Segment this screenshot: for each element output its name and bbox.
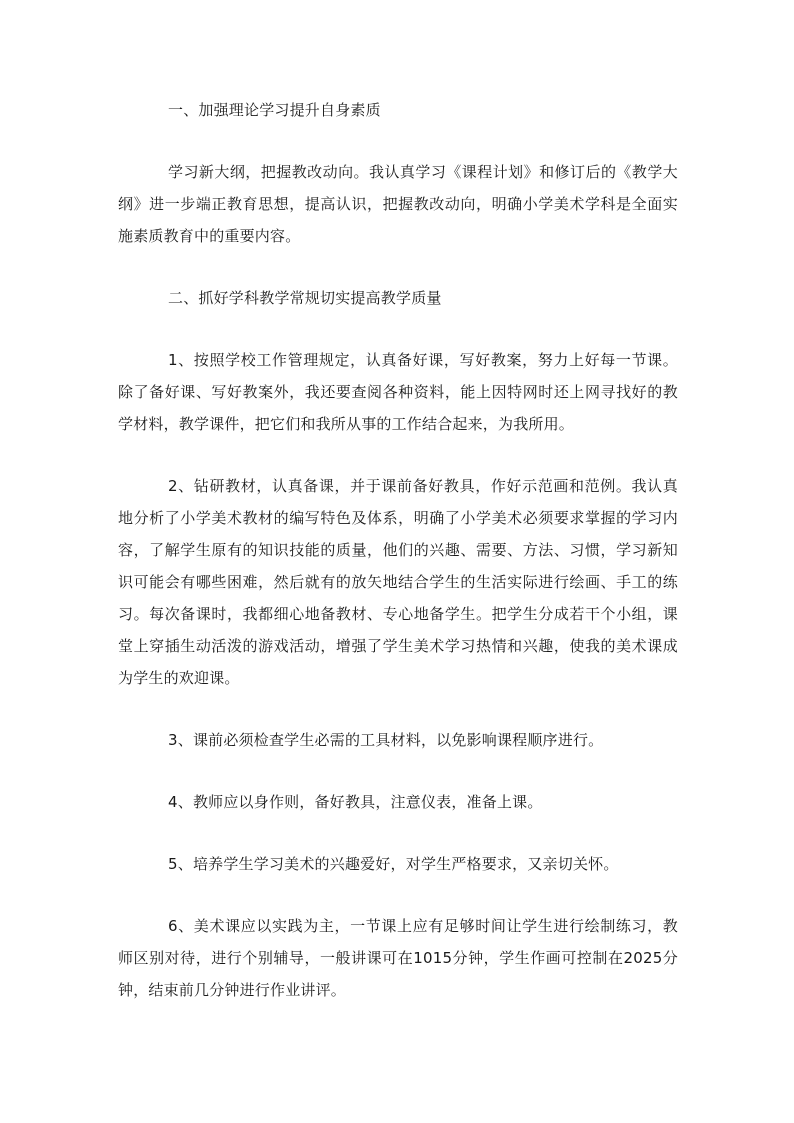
paragraph-item-3: 3、课前必须检查学生必需的工具材料，以免影响课程顺序进行。 [168,731,604,749]
section-heading-1: 一、加强理论学习提升自身素质 [168,101,381,119]
paragraph-item-2: 2、钻研教材，认真备课，并于课前备好教具，作好示范画和范例。我认真地分析了小学美术教材的编写特色及体系，明确了小学美术必须要求掌握的学习内容，了解学生原有的知识技能的质量，他们的兴趣、需要、方法、习惯，学习新知识可能会有哪些困难，然后就有的放矢地结合学生的生活实际进行绘画、手工的练习。每次备课时，我都细心地备教材、专心地备学生。把学生分成若干个小组，课堂上穿插生动活泼的游戏活动，增强了学生美术学习热情和兴趣，使我的美术课成为学生的欢迎课。 [118,477,678,687]
section-heading-2: 二、抓好学科教学常规切实提高教学质量 [168,289,442,307]
paragraph-item-5: 5、培养学生学习美术的兴趣爱好，对学生严格要求，又亲切关怀。 [168,855,619,873]
paragraph-item-1: 1、按照学校工作管理规定，认真备好课，写好教案，努力上好每一节课。除了备好课、写好教案外，我还要查阅各种资料，能上因特网时还上网寻找好的教学材料，教学课件，把它们和我所从事的工作结合起来，为我所用。 [118,351,678,433]
paragraph-item-6: 6、美术课应以实践为主，一节课上应有足够时间让学生进行绘制练习，教师区别对待，进行个别辅导，一般讲课可在1015分钟，学生作画可控制在2025分钟，结束前几分钟进行作业讲评。 [118,917,678,999]
paragraph-item-4: 4、教师应以身作则，备好教具，注意仪表，准备上课。 [168,793,543,811]
paragraph-study-syllabus: 学习新大纲，把握教改动向。我认真学习《课程计划》和修订后的《教学大纲》进一步端正教育思想，提高认识，把握教改动向，明确小学美术学科是全面实施素质教育中的重要内容。 [118,163,678,245]
document-body [118,94,678,1036]
